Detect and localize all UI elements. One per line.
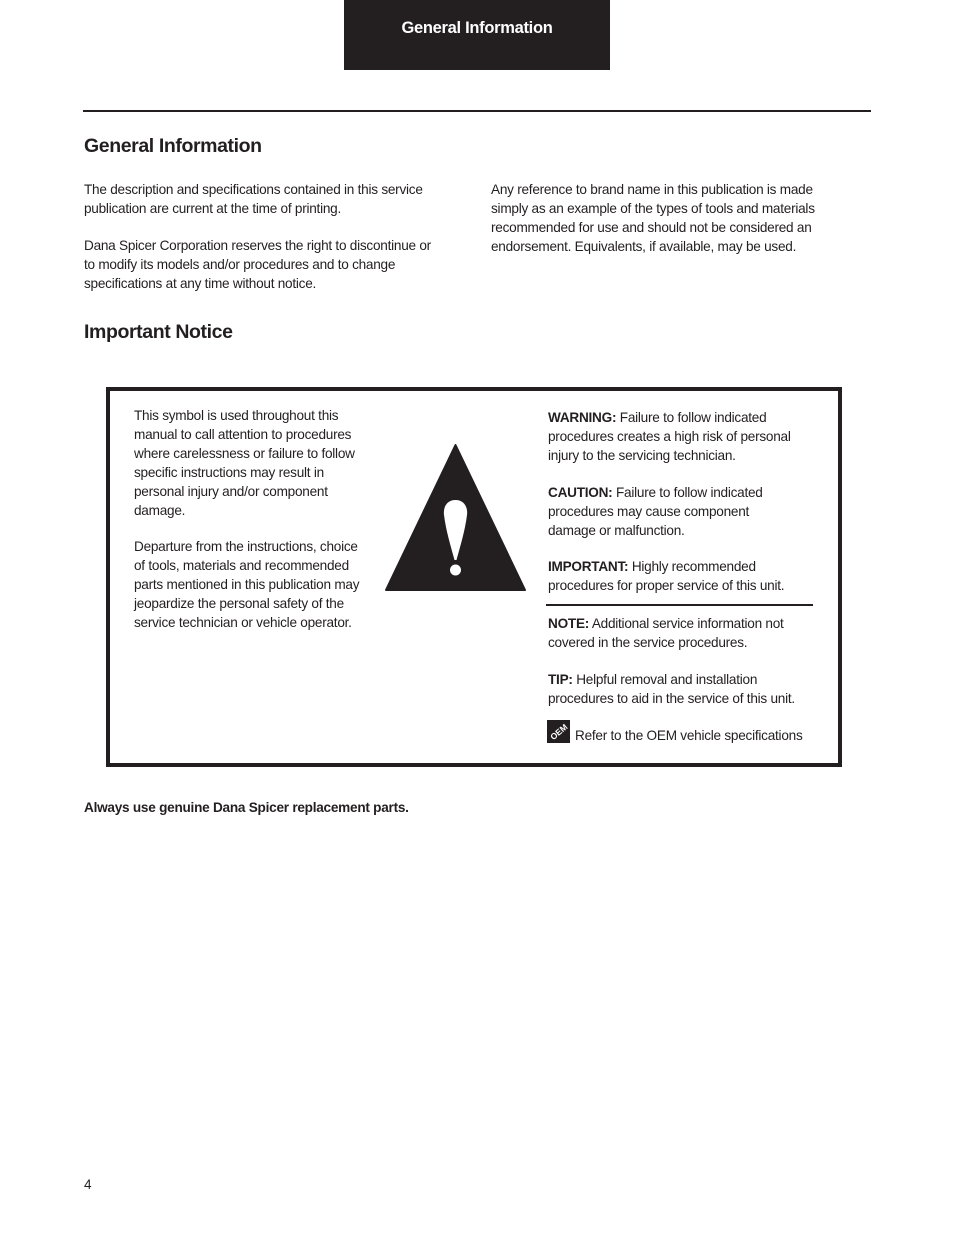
oem-icon-label: OEM: [548, 721, 570, 742]
caution-term: CAUTION:: [548, 485, 613, 500]
caution-text: Failure to follow indicated procedures may cause component damage or malfunction.: [548, 485, 763, 538]
section-tab-label: General Information: [401, 19, 553, 37]
oem-icon: [547, 720, 570, 743]
tip-definition: [548, 670, 810, 708]
general-info-paragraph-1: The description and specifications contained in this service publication are current at the time of printing.: [84, 182, 423, 216]
warning-text: Failure to follow indicated procedures creates a high risk of personal injury to the servicing technician.: [548, 410, 791, 463]
section-tab: [344, 0, 610, 70]
definitions-divider: [546, 604, 813, 606]
general-info-paragraph-3: Any reference to brand name in this publication is made simply as an example of the types of tools and materials recommended for use and should not be considered an endorsement. Equivalents, if available, may be used.: [491, 182, 815, 254]
genuine-parts-note: Always use genuine Dana Spicer replacement parts.: [84, 800, 409, 815]
warning-triangle-icon: [385, 443, 526, 592]
note-text: Additional service information not covered in the service procedures.: [548, 616, 784, 650]
note-definition: [548, 614, 808, 652]
warning-definition: [548, 408, 808, 465]
header-divider: [83, 110, 871, 112]
general-info-paragraph-2: Dana Spicer Corporation reserves the right to discontinue or to modify its models and/or procedures and to change specifications at any time without notice.: [84, 238, 431, 291]
important-definition: [548, 557, 808, 595]
tip-term: TIP:: [548, 672, 573, 687]
caution-definition: [548, 483, 778, 540]
symbol-description-1: This symbol is used throughout this manual to call attention to procedures where carelessness or failure to follow specific instructions may result in personal injury and/or component damage.: [134, 408, 355, 518]
important-term: IMPORTANT:: [548, 559, 629, 574]
symbol-description-2: Departure from the instructions, choice of tools, materials and recommended parts mentioned in this publication may jeopardize the personal safety of the service technician or vehicle operator.: [134, 539, 360, 630]
tip-text: Helpful removal and installation procedures to aid in the service of this unit.: [548, 672, 795, 706]
warning-term: WARNING:: [548, 410, 617, 425]
important-notice-heading: Important Notice: [84, 321, 233, 343]
oem-reference-text: Refer to the OEM vehicle specifications: [575, 728, 803, 743]
page-number: 4: [84, 1177, 92, 1192]
important-text: Highly recommended procedures for proper service of this unit.: [548, 559, 785, 593]
note-term: NOTE:: [548, 616, 590, 631]
general-information-heading: General Information: [84, 135, 262, 157]
